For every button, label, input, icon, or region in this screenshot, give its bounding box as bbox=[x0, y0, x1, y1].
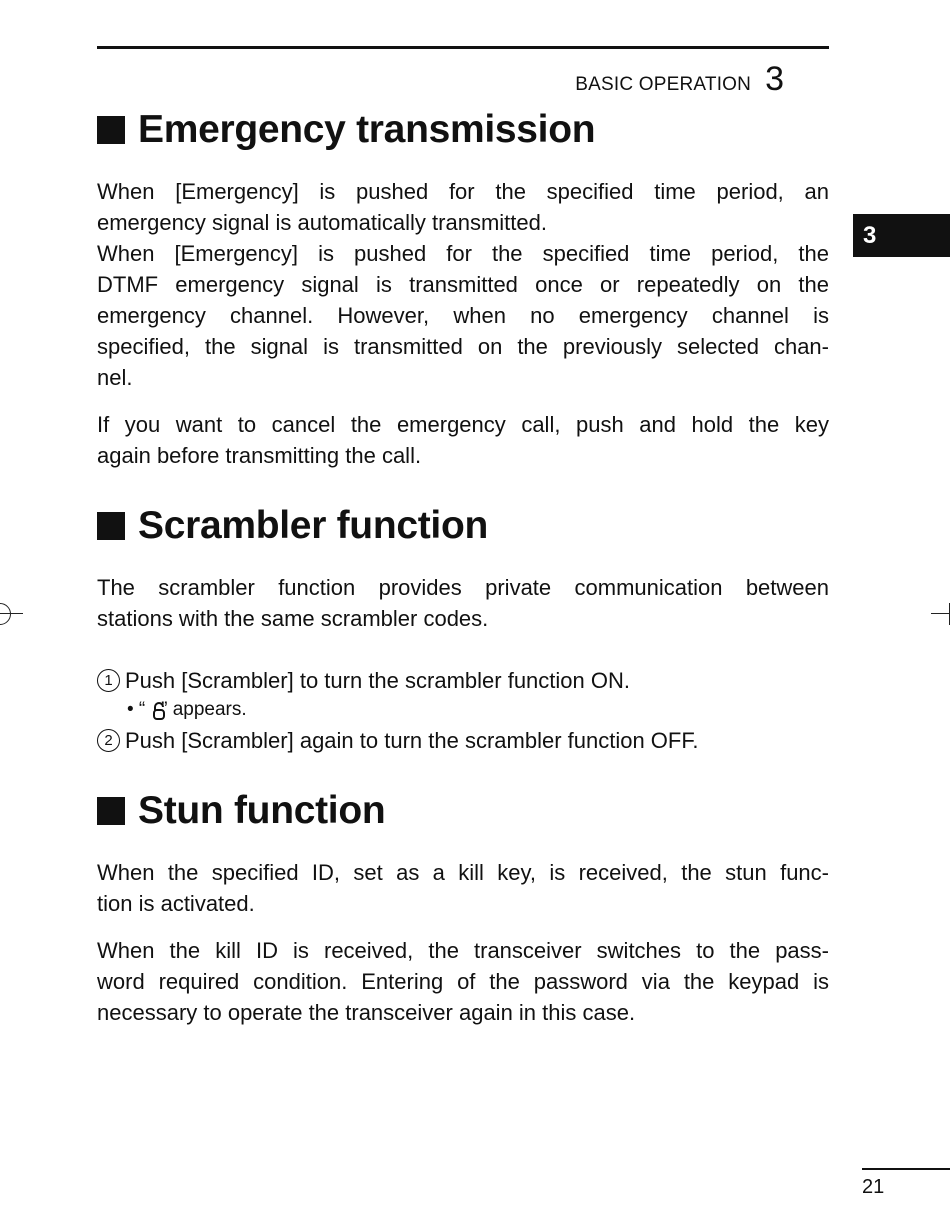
heading-square-icon bbox=[97, 512, 125, 540]
emergency-paragraph-1 bbox=[97, 176, 829, 393]
text-line: tion is activated. bbox=[97, 891, 255, 916]
section-label: BASIC OPERATION bbox=[575, 74, 752, 95]
text-line: DTMF emergency signal is transmitted once or repeatedly on the bbox=[97, 272, 829, 297]
registration-mark-left-icon bbox=[0, 603, 11, 625]
text-line: specified, the signal is transmitted on the previously selected chan- bbox=[97, 334, 829, 359]
text-line: The scrambler function provides private communication between bbox=[97, 575, 829, 600]
running-header bbox=[575, 60, 784, 99]
scrambler-heading bbox=[97, 504, 488, 548]
step-1-text: Push [Scrambler] to turn the scrambler function ON. bbox=[125, 668, 630, 693]
registration-mark-right-icon bbox=[939, 603, 950, 625]
scrambler-step-1 bbox=[97, 665, 630, 696]
text-line: nel. bbox=[97, 365, 133, 390]
scrambler-lock-icon bbox=[152, 701, 166, 721]
emergency-title: Emergency transmission bbox=[138, 108, 596, 151]
text-line: emergency signal is automatically transmitted. bbox=[97, 210, 547, 235]
text-line: word required condition. Entering of the password via the keypad is bbox=[97, 969, 829, 994]
heading-square-icon bbox=[97, 797, 125, 825]
text-line: necessary to operate the transceiver again in this case. bbox=[97, 1000, 636, 1025]
step-number-1: 1 bbox=[97, 669, 120, 692]
scrambler-paragraph-1 bbox=[97, 572, 829, 634]
heading-square-icon bbox=[97, 116, 125, 144]
scrambler-bullet bbox=[127, 697, 247, 723]
bullet-text: • “ ” appears. bbox=[127, 699, 247, 720]
stun-paragraph-2 bbox=[97, 935, 829, 1028]
stun-paragraph-1 bbox=[97, 857, 829, 919]
text-line: again before transmitting the call. bbox=[97, 443, 422, 468]
chapter-tab bbox=[853, 214, 950, 257]
text-line: When [Emergency] is pushed for the specified time period, an bbox=[97, 179, 829, 204]
text-line: When the kill ID is received, the transceiver switches to the pass- bbox=[97, 938, 829, 963]
text-line: If you want to cancel the emergency call, push and hold the key bbox=[97, 412, 829, 437]
text-line: When the specified ID, set as a kill key, is received, the stun func- bbox=[97, 860, 829, 885]
text-line: stations with the same scrambler codes. bbox=[97, 606, 489, 631]
emergency-heading bbox=[97, 108, 595, 152]
bottom-rule bbox=[862, 1168, 950, 1170]
stun-heading bbox=[97, 789, 385, 833]
top-rule bbox=[97, 46, 829, 49]
scrambler-step-2 bbox=[97, 725, 698, 756]
scrambler-title: Scrambler function bbox=[138, 504, 488, 547]
text-line: emergency channel. However, when no emergency channel is bbox=[97, 303, 829, 328]
step-number-2: 2 bbox=[97, 729, 120, 752]
step-2-text: Push [Scrambler] again to turn the scrambler function OFF. bbox=[125, 728, 699, 753]
chapter-tab-label: 3 bbox=[863, 221, 877, 249]
stun-title: Stun function bbox=[138, 789, 386, 832]
text-line: When [Emergency] is pushed for the specified time period, the bbox=[97, 241, 829, 266]
emergency-paragraph-2 bbox=[97, 409, 829, 471]
page-number: 21 bbox=[862, 1176, 885, 1198]
chapter-number: 3 bbox=[765, 60, 784, 98]
